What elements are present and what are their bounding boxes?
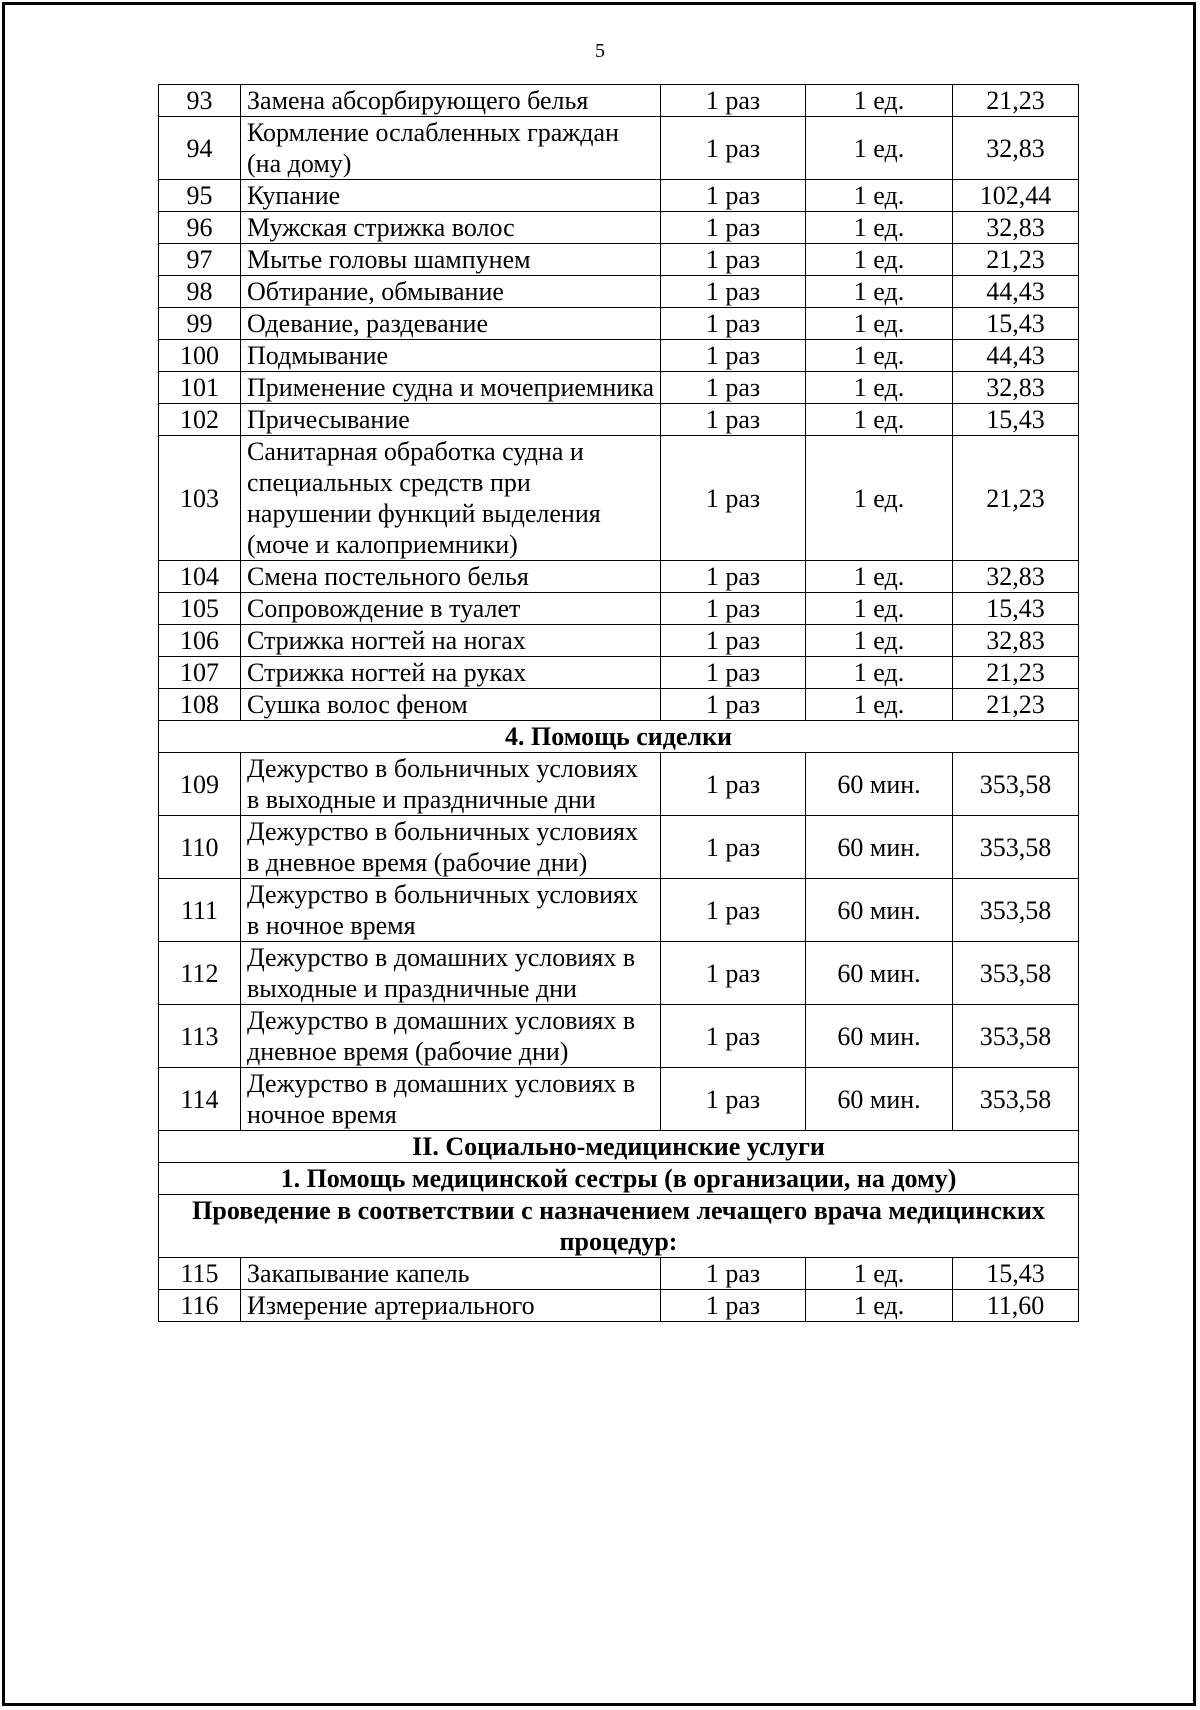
service-name: Дежурство в больничных условиях в дневное время (рабочие дни) [241, 816, 661, 879]
frequency: 1 раз [661, 1258, 806, 1290]
frequency: 1 раз [661, 1005, 806, 1068]
frequency: 1 раз [661, 436, 806, 561]
unit: 1 ед. [806, 308, 953, 340]
unit: 1 ед. [806, 212, 953, 244]
table-row [159, 879, 1079, 942]
price: 353,58 [953, 942, 1079, 1005]
service-name: Санитарная обработка судна и специальных средств при нарушении функций выделения (моче и калоприемники) [241, 436, 661, 561]
service-name: Дежурство в домашних условиях в дневное время (рабочие дни) [241, 1005, 661, 1068]
price: 15,43 [953, 1258, 1079, 1290]
price: 32,83 [953, 372, 1079, 404]
row-number: 96 [159, 212, 241, 244]
section-heading: 1. Помощь медицинской сестры (в организации, на дому) [159, 1163, 1079, 1195]
row-number: 98 [159, 276, 241, 308]
table-row [159, 1005, 1079, 1068]
table-row [159, 942, 1079, 1005]
row-number: 99 [159, 308, 241, 340]
service-name: Мытье головы шампунем [241, 244, 661, 276]
price: 353,58 [953, 753, 1079, 816]
frequency: 1 раз [661, 593, 806, 625]
frequency: 1 раз [661, 657, 806, 689]
section-heading: 4. Помощь сиделки [159, 721, 1079, 753]
service-name: Дежурство в больничных условиях в выходные и праздничные дни [241, 753, 661, 816]
service-name: Подмывание [241, 340, 661, 372]
service-name: Закапывание капель [241, 1258, 661, 1290]
frequency: 1 раз [661, 625, 806, 657]
section-heading-row [159, 1195, 1079, 1258]
table-row [159, 308, 1079, 340]
price: 15,43 [953, 308, 1079, 340]
unit: 60 мин. [806, 1005, 953, 1068]
service-name: Купание [241, 180, 661, 212]
service-name: Применение судна и мочеприемника [241, 372, 661, 404]
service-name: Обтирание, обмывание [241, 276, 661, 308]
unit: 1 ед. [806, 404, 953, 436]
table-row [159, 85, 1079, 117]
unit: 1 ед. [806, 340, 953, 372]
service-name: Дежурство в домашних условиях в выходные и праздничные дни [241, 942, 661, 1005]
section-heading-row [159, 1163, 1079, 1195]
price: 353,58 [953, 879, 1079, 942]
service-name: Дежурство в больничных условиях в ночное время [241, 879, 661, 942]
unit: 1 ед. [806, 625, 953, 657]
price: 32,83 [953, 117, 1079, 180]
row-number: 95 [159, 180, 241, 212]
table-row [159, 753, 1079, 816]
row-number: 97 [159, 244, 241, 276]
unit: 1 ед. [806, 276, 953, 308]
service-name: Мужская стрижка волос [241, 212, 661, 244]
price: 15,43 [953, 404, 1079, 436]
price: 44,43 [953, 276, 1079, 308]
service-name: Замена абсорбирующего белья [241, 85, 661, 117]
unit: 1 ед. [806, 244, 953, 276]
table-row [159, 1290, 1079, 1322]
frequency: 1 раз [661, 180, 806, 212]
frequency: 1 раз [661, 372, 806, 404]
table-row [159, 276, 1079, 308]
unit: 1 ед. [806, 436, 953, 561]
table-row [159, 593, 1079, 625]
row-number: 110 [159, 816, 241, 879]
row-number: 115 [159, 1258, 241, 1290]
price: 11,60 [953, 1290, 1079, 1322]
table-row [159, 816, 1079, 879]
frequency: 1 раз [661, 561, 806, 593]
service-name: Сопровождение в туалет [241, 593, 661, 625]
frequency: 1 раз [661, 816, 806, 879]
price: 32,83 [953, 212, 1079, 244]
price: 353,58 [953, 816, 1079, 879]
page-number: 5 [595, 40, 605, 62]
unit: 1 ед. [806, 657, 953, 689]
unit: 1 ед. [806, 372, 953, 404]
service-name: Дежурство в домашних условиях в ночное время [241, 1068, 661, 1131]
table-row [159, 404, 1079, 436]
table-row [159, 372, 1079, 404]
table-row [159, 212, 1079, 244]
unit: 60 мин. [806, 1068, 953, 1131]
unit: 1 ед. [806, 1290, 953, 1322]
service-name: Кормление ослабленных граждан (на дому) [241, 117, 661, 180]
frequency: 1 раз [661, 1290, 806, 1322]
row-number: 100 [159, 340, 241, 372]
unit: 60 мин. [806, 753, 953, 816]
price: 353,58 [953, 1068, 1079, 1131]
table-row [159, 180, 1079, 212]
table-row [159, 1258, 1079, 1290]
service-name: Стрижка ногтей на руках [241, 657, 661, 689]
service-name: Одевание, раздевание [241, 308, 661, 340]
unit: 1 ед. [806, 180, 953, 212]
row-number: 108 [159, 689, 241, 721]
frequency: 1 раз [661, 879, 806, 942]
frequency: 1 раз [661, 340, 806, 372]
table-row [159, 561, 1079, 593]
row-number: 104 [159, 561, 241, 593]
unit: 1 ед. [806, 593, 953, 625]
frequency: 1 раз [661, 404, 806, 436]
frequency: 1 раз [661, 85, 806, 117]
frequency: 1 раз [661, 276, 806, 308]
table-row [159, 689, 1079, 721]
service-name: Причесывание [241, 404, 661, 436]
row-number: 107 [159, 657, 241, 689]
price: 21,23 [953, 436, 1079, 561]
section-heading-row [159, 721, 1079, 753]
table-row [159, 436, 1079, 561]
section-heading-row [159, 1131, 1079, 1163]
table-row [159, 117, 1079, 180]
frequency: 1 раз [661, 942, 806, 1005]
price: 15,43 [953, 593, 1079, 625]
service-name: Сушка волос феном [241, 689, 661, 721]
row-number: 101 [159, 372, 241, 404]
frequency: 1 раз [661, 117, 806, 180]
row-number: 94 [159, 117, 241, 180]
frequency: 1 раз [661, 244, 806, 276]
table-row [159, 657, 1079, 689]
frequency: 1 раз [661, 1068, 806, 1131]
row-number: 109 [159, 753, 241, 816]
section-heading: Проведение в соответствии с назначением лечащего врача медицинских процедур: [159, 1195, 1079, 1258]
row-number: 116 [159, 1290, 241, 1322]
row-number: 106 [159, 625, 241, 657]
section-heading: II. Социально-медицинские услуги [159, 1131, 1079, 1163]
unit: 1 ед. [806, 117, 953, 180]
price: 102,44 [953, 180, 1079, 212]
table-row [159, 244, 1079, 276]
unit: 1 ед. [806, 561, 953, 593]
price: 353,58 [953, 1005, 1079, 1068]
price: 32,83 [953, 625, 1079, 657]
row-number: 114 [159, 1068, 241, 1131]
unit: 60 мин. [806, 879, 953, 942]
table-row [159, 1068, 1079, 1131]
row-number: 112 [159, 942, 241, 1005]
services-price-table [158, 84, 1079, 1322]
unit: 1 ед. [806, 85, 953, 117]
unit: 1 ед. [806, 689, 953, 721]
price: 21,23 [953, 657, 1079, 689]
row-number: 93 [159, 85, 241, 117]
price: 21,23 [953, 689, 1079, 721]
service-name: Смена постельного белья [241, 561, 661, 593]
unit: 60 мин. [806, 942, 953, 1005]
row-number: 102 [159, 404, 241, 436]
price: 21,23 [953, 244, 1079, 276]
price: 32,83 [953, 561, 1079, 593]
unit: 1 ед. [806, 1258, 953, 1290]
frequency: 1 раз [661, 689, 806, 721]
price: 44,43 [953, 340, 1079, 372]
price: 21,23 [953, 85, 1079, 117]
row-number: 113 [159, 1005, 241, 1068]
frequency: 1 раз [661, 753, 806, 816]
table-body [159, 85, 1079, 1322]
frequency: 1 раз [661, 212, 806, 244]
unit: 60 мин. [806, 816, 953, 879]
service-name: Стрижка ногтей на ногах [241, 625, 661, 657]
table-row [159, 625, 1079, 657]
row-number: 105 [159, 593, 241, 625]
frequency: 1 раз [661, 308, 806, 340]
row-number: 103 [159, 436, 241, 561]
row-number: 111 [159, 879, 241, 942]
table-row [159, 340, 1079, 372]
service-name: Измерение артериального [241, 1290, 661, 1322]
